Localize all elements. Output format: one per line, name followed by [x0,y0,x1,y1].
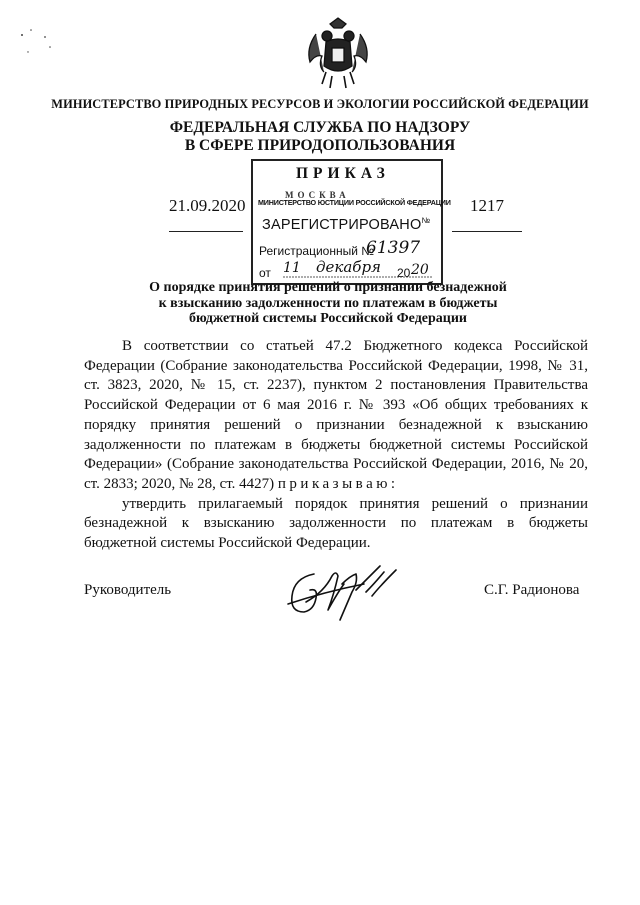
service-heading-line1: ФЕДЕРАЛЬНАЯ СЛУЖБА ПО НАДЗОРУ [169,119,471,136]
stamp-year-suffix: 20 [411,262,429,278]
handwritten-signature [284,562,404,624]
document-date: 21.09.2020 [169,196,246,215]
body-paragraph-2: утвердить прилагаемый порядок принятия решений о признании безнадежной к взысканию задолженности по платежам в бюджеты бюджетной системы Российской Федерации. [84,495,588,552]
document-type: ПРИКАЗ [296,165,390,182]
service-heading-line2: В СФЕРЕ ПРИРОДОПОЛЬЗОВАНИЯ [184,137,456,154]
title-line2: к взысканию задолженности по платежам в бюджеты [158,295,498,311]
document-title [0,280,640,327]
stamp-no-sign: № [421,216,431,225]
stamp-day: 11 [283,260,301,276]
stamp-year-prefix: 20 [397,266,411,280]
stamp-reg-number: 61397 [366,238,421,258]
stamp-month: декабря [316,258,381,276]
stamp-from-label: от [259,266,271,280]
stamp-registered-label: ЗАРЕГИСТРИРОВАНО [262,216,422,233]
stamp-ministry: МИНИСТЕРСТВО ЮСТИЦИИ РОССИЙСКОЙ ФЕДЕРАЦИИ [258,198,451,207]
title-line1: О порядке принятия решений о признании безнадежной [149,280,507,295]
stamp-registered [262,216,430,233]
date-underline [169,231,243,232]
title-line3: бюджетной системы Российской Федерации [189,311,467,326]
coat-of-arms-emblem-icon [302,14,374,92]
stamp-reg-label: Регистрационный № [259,244,375,258]
stamp-date-line [259,266,271,280]
number-underline [452,231,522,232]
paragraph-1-text: В соответствии со статьей 47.2 Бюджетного кодекса Российской Федерации (Собрание законодательства Российской Федерации, 1998, № 31, ст. 3823, 2020, № 15, ст. 2237), пунктом 2 постановления Правительства Российской Федерации от 6 мая 2016 г. № 393 «Об общих требованиях к порядку принятия решений о признании безнадежной к взысканию задолженности по платежам в бюджеты бюджетной системы Российской Федерации» (Собрание законодательства Российской Федерации, 2016, № 20, ст. 2833; 2020, № 28, ст. 4427) [84,338,588,492]
document-body [84,337,588,554]
document-number: 1217 [470,196,504,215]
ministry-heading: МИНИСТЕРСТВО ПРИРОДНЫХ РЕСУРСОВ И ЭКОЛОГИИ РОССИЙСКОЙ ФЕДЕРАЦИИ [51,97,589,111]
document-city: МОСКВА [285,190,350,200]
signature-role: Руководитель [84,582,172,598]
body-paragraph-1 [84,337,588,495]
order-word: приказываю: [277,475,399,492]
scan-specks [0,0,80,60]
signatory-name: С.Г. Радионова [484,582,580,598]
